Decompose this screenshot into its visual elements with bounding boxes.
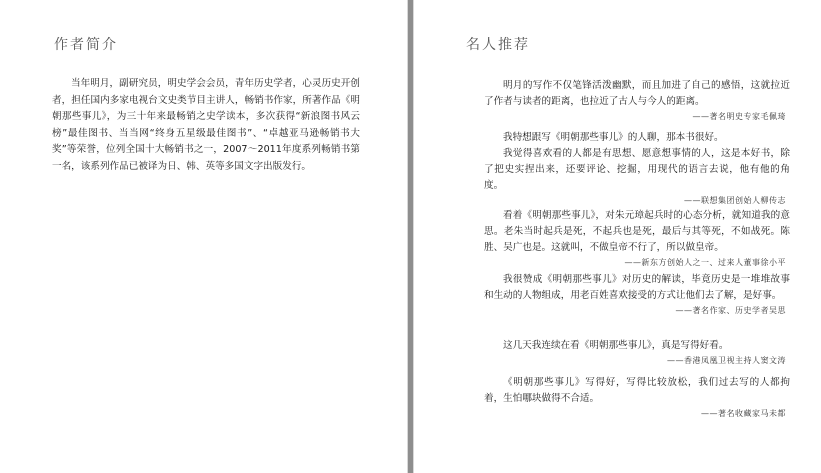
- left-page: [0, 0, 408, 473]
- recommendation-text: 《明朝那些事儿》写得好，写得比较放松，我们过去写的人都拘着，生怕哪块做得不合适。: [484, 377, 790, 404]
- recommendation-block: [484, 338, 790, 368]
- recommendation-attribution: ——联想集团创始人柳传志: [684, 196, 786, 205]
- recommendation-text: 我觉得喜欢看的人都是有思想、愿意想事情的人，这是本好书，除了把史实捏出来，还要评论、挖掘，用现代的语言去说，他有他的角度。: [484, 148, 790, 191]
- recommendation-attribution: ——著名收藏家马未都: [701, 409, 786, 418]
- recommendation-text: 看着《明朝那些事儿》，对朱元璋起兵时的心态分析，就知道我的意思。老朱当时起兵是死，不起兵也是死，最后与其等死，不如战死。陈胜、吴广也是。这就叫，不做皇帝不行了，所以做皇帝。: [484, 210, 790, 253]
- author-bio-paragraph: 当年明月，副研究员，明史学会会员，青年历史学者，心灵历史开创者，担任国内多家电视台文史类节目主讲人，畅销书作家，所著作品《明朝那些事儿》，为三十年来最畅销之史学读本，多次获得“新浪图书风云榜”最佳图书、当当网“终身五星级最佳图书”、“卓越亚马逊畅销书大奖”等荣誉，位列全国十大畅销书之一，2007～2011年度系列畅销书第一名，该系列作品已被译为日、韩、英等多国文字出版发行。: [52, 78, 360, 172]
- section-title-recommendations: 名人推荐: [466, 37, 530, 53]
- recommendation-text: 我特想跟写《明朝那些事儿》的人聊，那本书很好。: [503, 132, 724, 143]
- recommendation-attribution: ——香港凤凰卫视主持人窦文涛: [667, 356, 786, 365]
- recommendation-attribution: ——著名明史专家毛佩琦: [692, 112, 786, 121]
- right-page: [413, 0, 821, 473]
- recommendation-block: [484, 272, 790, 318]
- recommendation-block: [484, 208, 790, 270]
- recommendation-block: [484, 130, 790, 208]
- recommendation-attribution: ——新东方创始人之一、过来人董事徐小平: [624, 258, 786, 267]
- section-title-author-intro: 作者简介: [54, 37, 118, 53]
- recommendation-text: 明月的写作不仅笔锋活泼幽默，而且加进了自己的感悟，这就拉近了作者与读者的距离，也拉近了古人与今人的距离。: [484, 80, 790, 107]
- recommendation-block: [484, 375, 790, 421]
- recommendation-text: 我很赞成《明朝那些事儿》对历史的解读，毕竟历史是一堆堆故事和生动的人物组成，用老百姓喜欢接受的方式让他们去了解，是好事。: [484, 274, 790, 301]
- recommendation-attribution: ——著名作家、历史学者吴思: [675, 306, 786, 315]
- recommendation-text: 这几天我连续在看《明朝那些事儿》，真是写得好看。: [503, 340, 729, 351]
- recommendation-block: [484, 78, 790, 124]
